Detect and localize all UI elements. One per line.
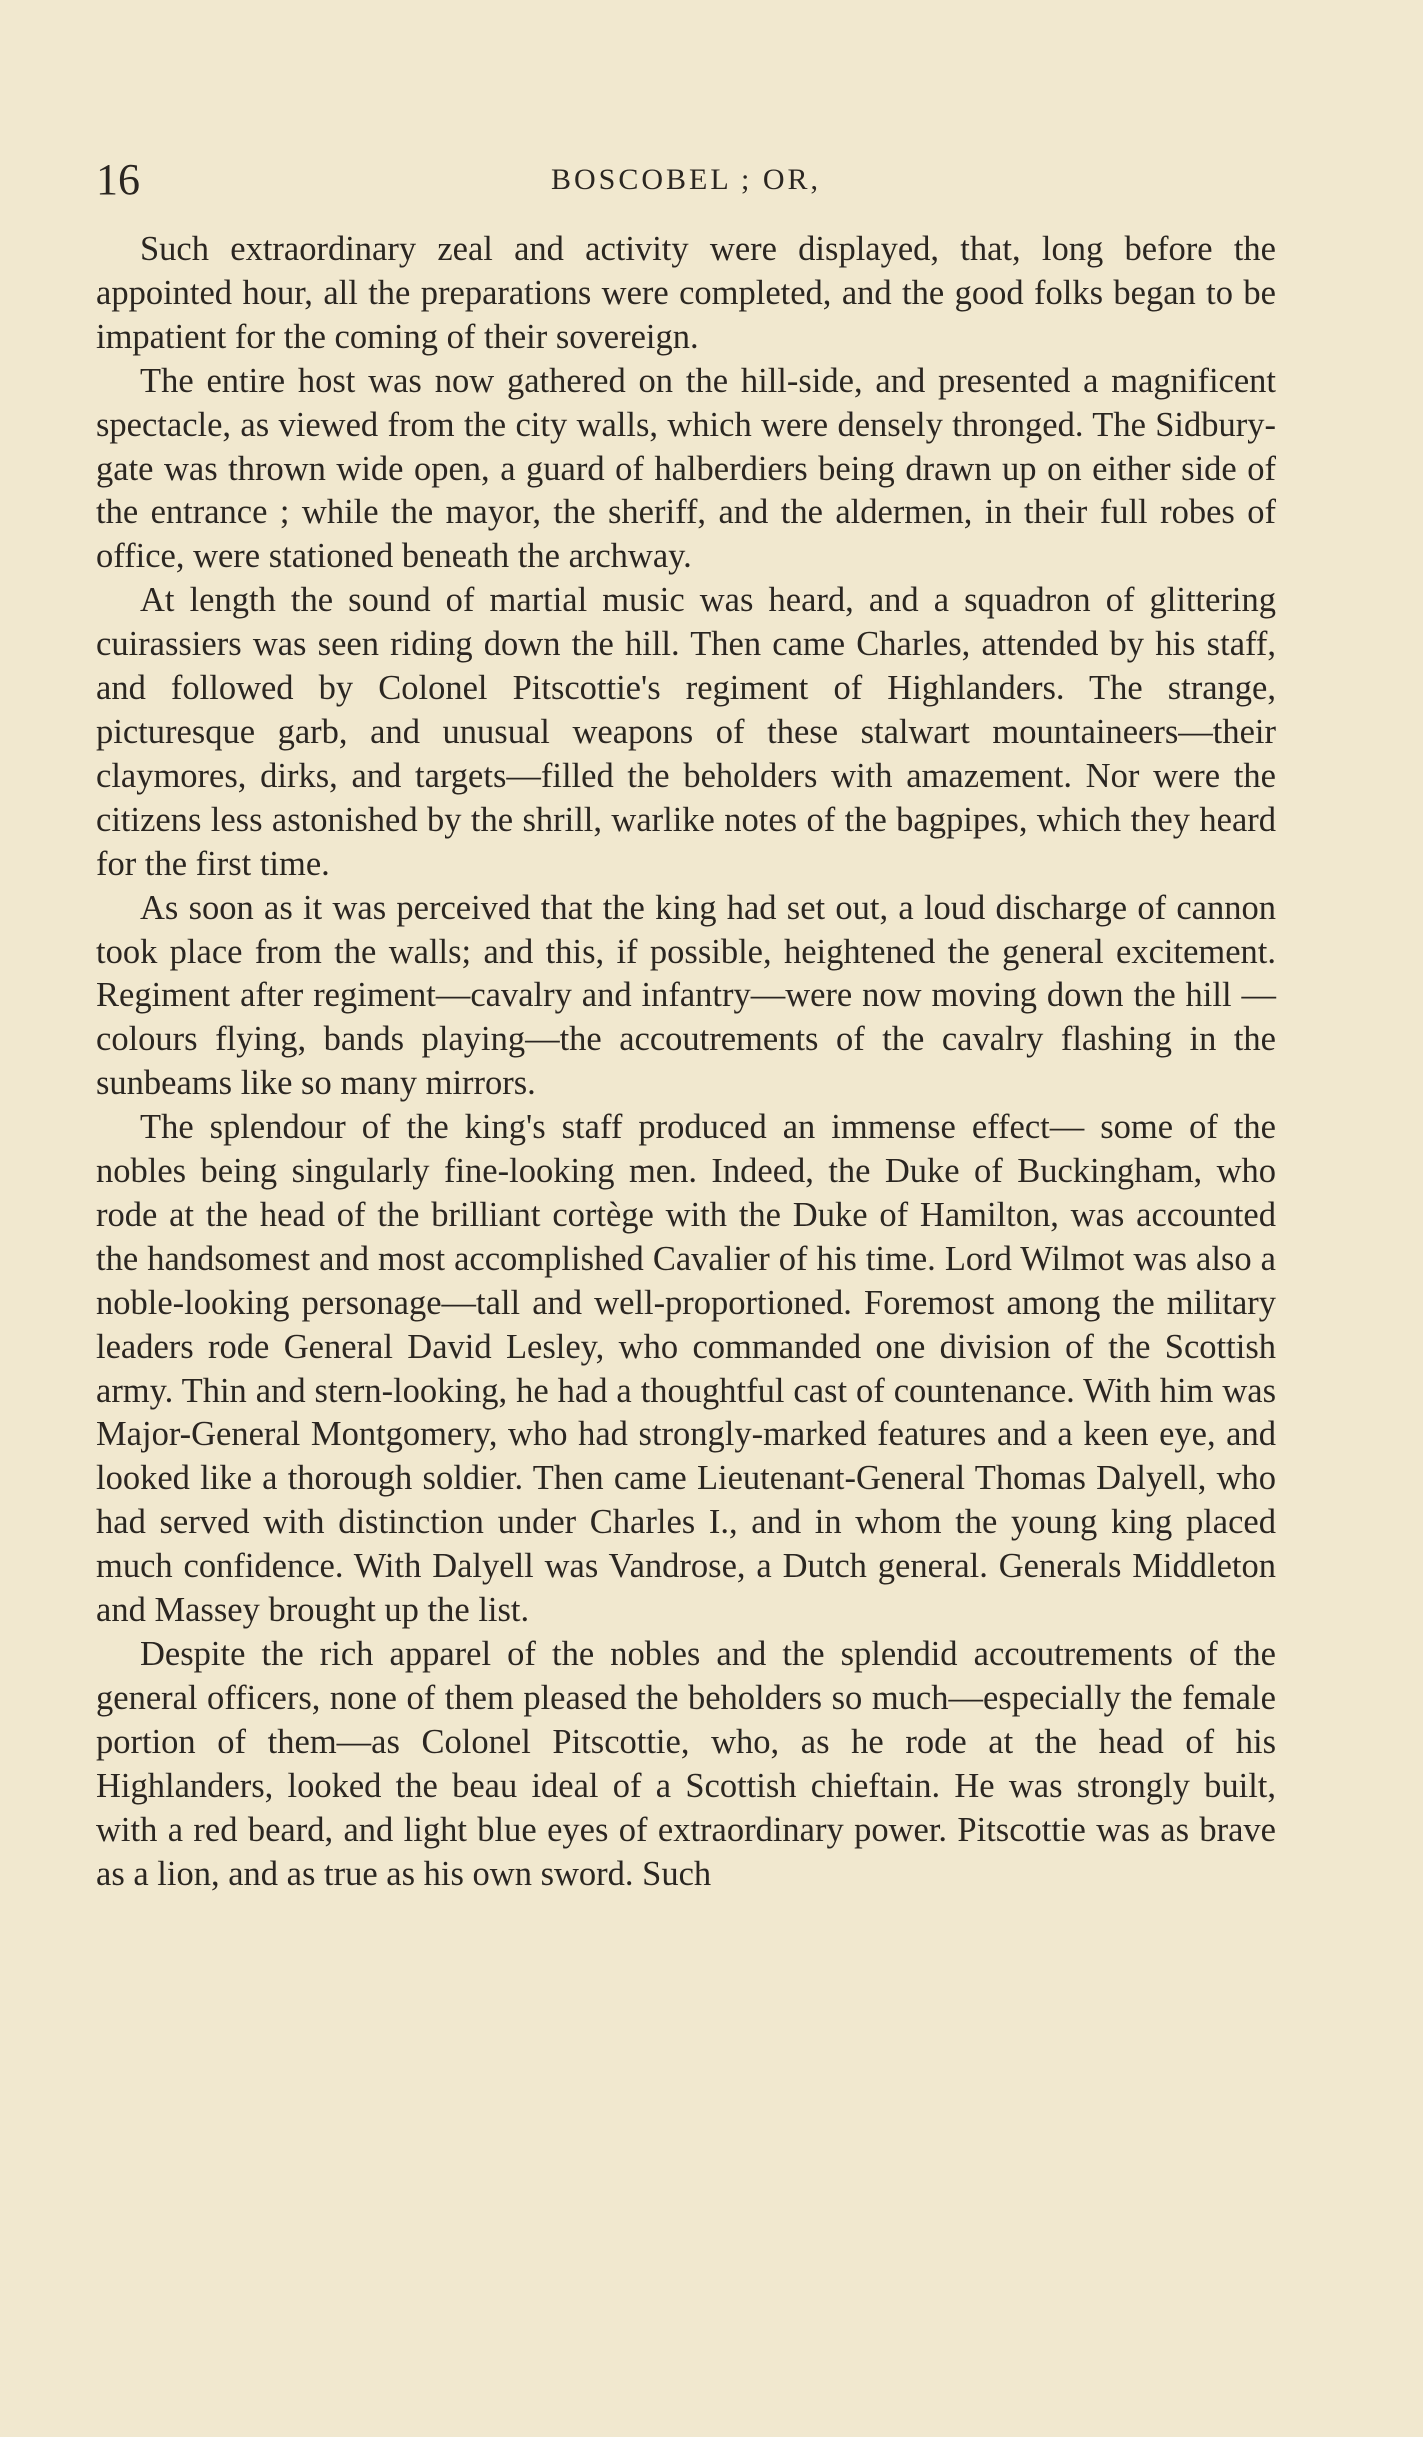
paragraph: Such extraordinary zeal and activity were displayed, that, long before the appointed hour, all the preparations were completed, and the good folks began to be impatient for the coming of their sovereign.: [96, 230, 1276, 356]
paragraph: The splendour of the king's staff produced an immense effect— some of the nobles being singularly fine-looking men. Indeed, the Duke of Buckingham, who rode at the head of the brilliant cortège with the Duke of Hamilton, was accounted the handsomest and most accomplished Cavalier of his time. Lord Wilmot was also a noble-looking personage—tall and well-proportioned. Foremost among the military leaders rode General David Lesley, who commanded one division of the Scottish army. Thin and stern-looking, he had a thoughtful cast of countenance. With him was Major-General Montgomery, who had strongly-marked features and a keen eye, and looked like a thorough soldier. Then came Lieutenant-General Thomas Dalyell, who had served with distinction under Charles I., and in whom the young king placed much confidence. With Dalyell was Vandrose, a Dutch general. Generals Middleton and Massey brought up the list.: [96, 1108, 1276, 1630]
paragraph: The entire host was now gathered on the hill-side, and presented a magnificent spectacle, as viewed from the city walls, which were densely thronged. The Sidbury-gate was thrown wide open, a guard of halberdiers being drawn up on either side of the entrance ; while the mayor, the sheriff, and the aldermen, in their full robes of office, were stationed beneath the archway.: [96, 361, 1276, 576]
body-text: [96, 228, 1276, 1896]
paragraph: As soon as it was perceived that the king had set out, a loud discharge of cannon took place from the walls; and this, if possible, heightened the general excitement. Regiment after regiment—cavalry and infantry—were now moving down the hill —colours flying, bands playing—the accoutrements of the cavalry flashing in the sunbeams like so many mirrors.: [96, 888, 1276, 1103]
paragraph: At length the sound of martial music was heard, and a squadron of glittering cuirassiers was seen riding down the hill. Then came Charles, attended by his staff, and followed by Colonel Pitscottie's regiment of Highlanders. The strange, picturesque garb, and unusual weapons of these stalwart mountaineers—their claymores, dirks, and targets—filled the beholders with amazement. Nor were the citizens less astonished by the shrill, warlike notes of the bagpipes, which they heard for the first time.: [96, 581, 1276, 883]
paragraph: Despite the rich apparel of the nobles and the splendid accoutrements of the general officers, none of them pleased the beholders so much—especially the female portion of them—as Colonel Pitscottie, who, as he rode at the head of his Highlanders, looked the beau ideal of a Scottish chieftain. He was strongly built, with a red beard, and light blue eyes of extraordinary power. Pitscottie was as brave as a lion, and as true as his own sword. Such: [96, 1635, 1276, 1893]
page-header: [96, 150, 1276, 210]
page-number: 16: [96, 155, 140, 204]
running-title: BOSCOBEL ; OR,: [550, 163, 822, 196]
